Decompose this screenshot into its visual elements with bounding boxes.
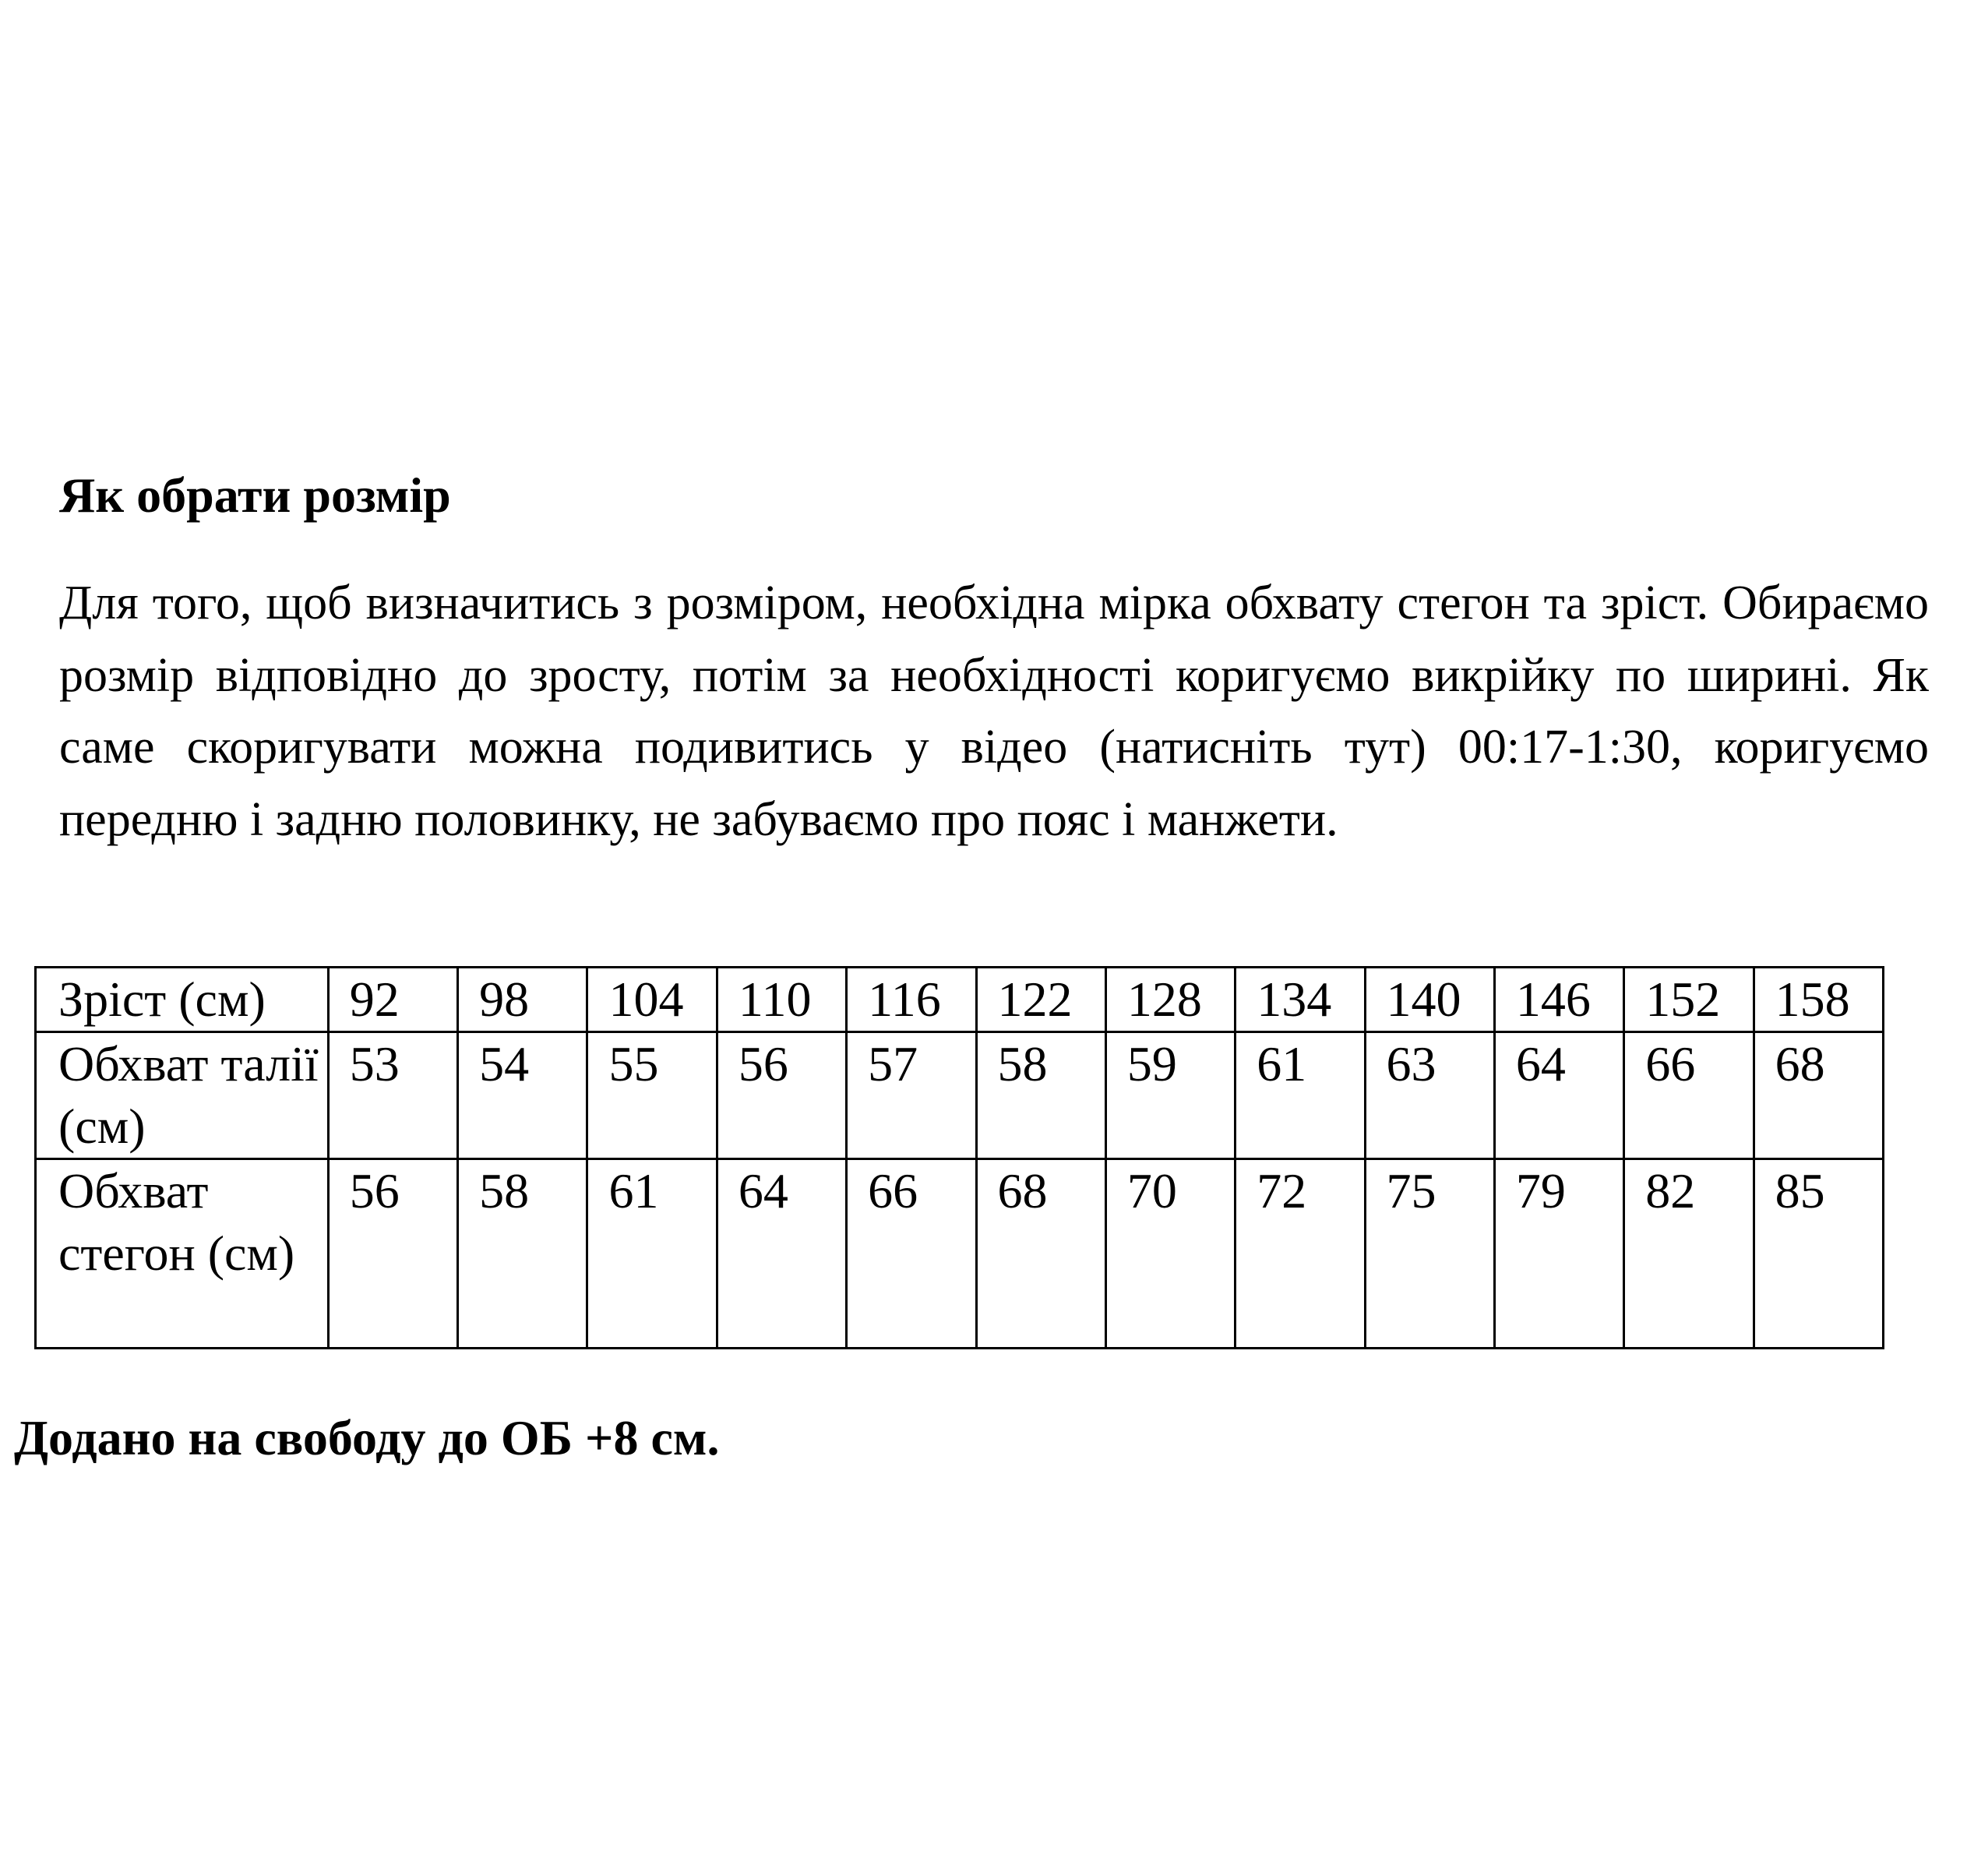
height-cell: 140 [1365,968,1494,1032]
waist-cell: 58 [976,1032,1105,1159]
hip-cell: 70 [1105,1159,1235,1349]
height-cell: 122 [976,968,1105,1032]
hip-cell: 66 [847,1159,976,1349]
height-cell: 110 [717,968,846,1032]
height-cell: 158 [1754,968,1883,1032]
row-label-height: Зріст (см) [36,968,329,1032]
waist-cell: 66 [1624,1032,1754,1159]
height-cell: 134 [1236,968,1365,1032]
height-cell: 92 [328,968,457,1032]
height-cell: 152 [1624,968,1754,1032]
waist-cell: 57 [847,1032,976,1159]
waist-cell: 53 [328,1032,457,1159]
hip-cell: 56 [328,1159,457,1349]
waist-cell: 64 [1494,1032,1623,1159]
waist-cell: 54 [458,1032,587,1159]
waist-cell: 63 [1365,1032,1494,1159]
height-cell: 98 [458,968,587,1032]
row-label-hip: Обхват стегон (см) [36,1159,329,1349]
waist-cell: 56 [717,1032,846,1159]
hip-cell: 61 [587,1159,717,1349]
hip-cell: 64 [717,1159,846,1349]
height-cell: 128 [1105,968,1235,1032]
ease-allowance-note: Додано на свободу до ОБ +8 см. [14,1410,720,1465]
height-cell: 116 [847,968,976,1032]
table-row-waist [36,1032,1884,1159]
table-row-hip [36,1159,1884,1349]
hip-cell: 68 [976,1159,1105,1349]
row-label-waist: Обхват талії (см) [36,1032,329,1159]
waist-cell: 61 [1236,1032,1365,1159]
height-cell: 104 [587,968,717,1032]
table-row-height [36,968,1884,1032]
waist-cell: 59 [1105,1032,1235,1159]
hip-cell: 72 [1236,1159,1365,1349]
waist-cell: 55 [587,1032,717,1159]
hip-cell: 79 [1494,1159,1623,1349]
hip-cell: 75 [1365,1159,1494,1349]
instructions-paragraph: Для того, щоб визначитись з розміром, необхідна мірка обхвату стегон та зріст. Обираємо розмір відповідно до зросту, потім за необхідності коригуємо викрійку по ширині. Як саме скоригувати можна подивитись у відео (натисніть тут) 00:17-1:30, коригуємо передню і задню половинку, не забуваємо про пояс і манжети. [59,577,1929,846]
hip-cell: 82 [1624,1159,1754,1349]
waist-cell: 68 [1754,1032,1883,1159]
page-heading: Як обрати розмір [59,467,451,523]
size-table [34,966,1884,1349]
hip-cell: 58 [458,1159,587,1349]
hip-cell: 85 [1754,1159,1883,1349]
height-cell: 146 [1494,968,1623,1032]
